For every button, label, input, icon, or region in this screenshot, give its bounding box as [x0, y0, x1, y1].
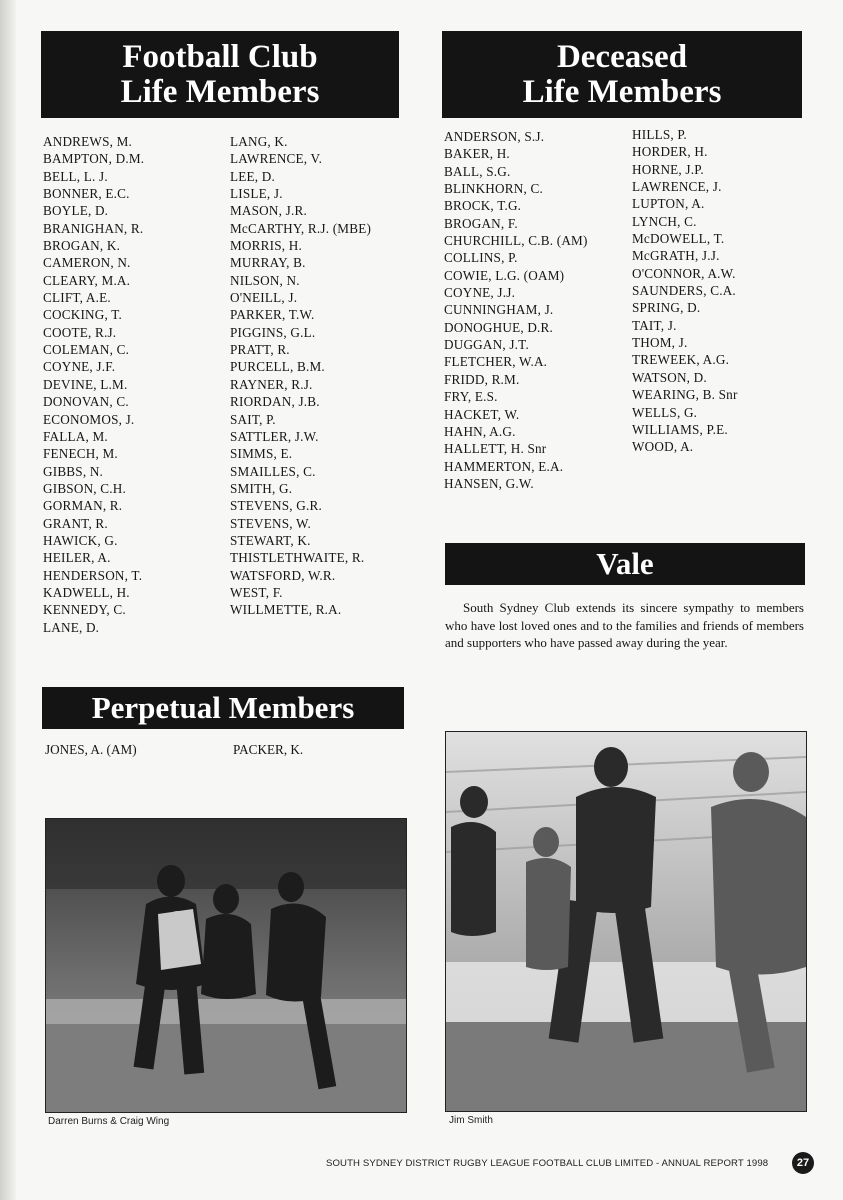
- member-name: FRIDD, R.M.: [444, 371, 520, 387]
- member-name: WELLS, G.: [632, 404, 698, 420]
- member-name: GIBBS, N.: [43, 463, 104, 479]
- member-name: HILLS, P.: [632, 127, 687, 142]
- member-name: COWIE, L.G. (OAM): [444, 267, 565, 283]
- member-name: DONOVAN, C.: [43, 394, 129, 410]
- member-name: LEE, D.: [230, 168, 275, 184]
- football-club-life-members-heading: [41, 31, 399, 118]
- heading-line-2: Life Members: [120, 73, 320, 110]
- vale-paragraph: South Sydney Club extends its sincere sympathy to members who have lost loved ones and to the families and friends of members and supporters who have passed away during the year.: [445, 600, 804, 651]
- member-name: WATSON, D.: [632, 369, 707, 385]
- member-name: HORDER, H.: [632, 144, 708, 160]
- member-name: BROGAN, F.: [444, 215, 518, 231]
- vale-title: Vale: [596, 545, 654, 581]
- member-name: RAYNER, R.J.: [230, 376, 313, 392]
- member-name: LAWRENCE, V.: [230, 151, 323, 167]
- member-name: LAWRENCE, J.: [632, 179, 722, 195]
- match-photo-left: [45, 818, 407, 1113]
- page-number-badge: 27: [792, 1152, 814, 1174]
- member-name: MASON, J.R.: [230, 203, 307, 219]
- member-name: McCARTHY, R.J. (MBE): [230, 220, 372, 236]
- football-club-members-column-1: [43, 133, 144, 636]
- member-name: TREWEEK, A.G.: [632, 352, 730, 368]
- member-name: HEILER, A.: [43, 550, 111, 566]
- match-photo-right: [445, 731, 807, 1112]
- member-name: BONNER, E.C.: [43, 186, 130, 202]
- perpetual-members-heading: [42, 687, 404, 729]
- member-name: ECONOMOS, J.: [43, 411, 135, 427]
- member-name: BOYLE, D.: [43, 203, 109, 219]
- member-name: STEVENS, G.R.: [230, 498, 322, 514]
- member-name: BAMPTON, D.M.: [43, 151, 145, 167]
- member-name: THOM, J.: [632, 335, 688, 351]
- member-name: PIGGINS, G.L.: [230, 324, 316, 340]
- member-name: KADWELL, H.: [43, 584, 130, 600]
- member-name: FALLA, M.: [43, 428, 108, 444]
- member-name: COYNE, J.F.: [43, 359, 116, 375]
- member-name: MURRAY, B.: [230, 255, 306, 271]
- member-name: LYNCH, C.: [632, 213, 697, 229]
- member-name: GORMAN, R.: [43, 498, 123, 514]
- member-name: LUPTON, A.: [632, 196, 705, 212]
- heading-line-2: Life Members: [522, 73, 722, 110]
- member-name: BRANIGHAN, R.: [43, 220, 144, 236]
- member-name: BALL, S.G.: [444, 163, 511, 179]
- member-name: McDOWELL, T.: [632, 231, 725, 247]
- page-footer: SOUTH SYDNEY DISTRICT RUGBY LEAGUE FOOTBALL CLUB LIMITED - ANNUAL REPORT 1998: [326, 1158, 769, 1169]
- perpetual-member-name: PACKER, K.: [233, 742, 304, 757]
- member-name: WILLMETTE, R.A.: [230, 602, 342, 618]
- member-name: THISTLETHWAITE, R.: [230, 550, 365, 566]
- member-name: KENNEDY, C.: [43, 602, 126, 618]
- member-name: PRATT, R.: [230, 342, 290, 358]
- member-name: BELL, L. J.: [43, 168, 108, 184]
- member-name: SATTLER, J.W.: [230, 428, 319, 444]
- binding-gutter: [0, 0, 16, 1200]
- member-name: COLLINS, P.: [444, 250, 518, 266]
- member-name: DEVINE, L.M.: [43, 376, 128, 392]
- member-name: LISLE, J.: [230, 186, 283, 202]
- deceased-members-column-1: [444, 128, 588, 492]
- member-name: BLINKHORN, C.: [444, 181, 543, 197]
- member-name: WEARING, B. Snr: [632, 387, 738, 403]
- member-name: WOOD, A.: [632, 439, 694, 455]
- member-name: HAWICK, G.: [43, 532, 118, 548]
- member-name: CLIFT, A.E.: [43, 290, 111, 306]
- member-name: COYNE, J.J.: [444, 285, 516, 301]
- member-name: WATSFORD, W.R.: [230, 567, 336, 583]
- member-name: MORRIS, H.: [230, 238, 302, 254]
- member-name: DONOGHUE, D.R.: [444, 319, 554, 335]
- member-name: SMAILLES, C.: [230, 463, 316, 479]
- member-name: NILSON, N.: [230, 272, 300, 288]
- member-name: WILLIAMS, P.E.: [632, 421, 728, 437]
- football-club-members-column-2: [230, 133, 371, 619]
- member-name: RIORDAN, J.B.: [230, 394, 320, 410]
- member-name: HORNE, J.P.: [632, 161, 704, 177]
- member-name: WEST, F.: [230, 584, 283, 600]
- deceased-members-column-2: [632, 126, 738, 456]
- member-name: CHURCHILL, C.B. (AM): [444, 233, 588, 249]
- photo-caption-left: Darren Burns & Craig Wing: [48, 1116, 170, 1127]
- member-name: PARKER, T.W.: [230, 307, 315, 323]
- member-name: FRY, E.S.: [444, 389, 498, 405]
- member-name: SMITH, G.: [230, 480, 293, 496]
- member-name: BROCK, T.G.: [444, 198, 522, 214]
- member-name: SAIT, P.: [230, 411, 276, 427]
- member-name: ANDREWS, M.: [43, 134, 133, 149]
- member-name: ANDERSON, S.J.: [444, 129, 545, 144]
- member-name: HALLETT, H. Snr: [444, 441, 547, 457]
- member-name: CAMERON, N.: [43, 255, 131, 271]
- member-name: GRANT, R.: [43, 515, 108, 531]
- member-name: SAUNDERS, C.A.: [632, 283, 736, 299]
- vale-heading: [445, 543, 805, 585]
- member-name: COCKING, T.: [43, 307, 123, 323]
- perpetual-member-name: JONES, A. (AM): [45, 742, 137, 757]
- member-name: HAMMERTON, E.A.: [444, 458, 564, 474]
- perpetual-title: Perpetual Members: [91, 689, 355, 725]
- member-name: DUGGAN, J.T.: [444, 337, 529, 353]
- member-name: BAKER, H.: [444, 146, 510, 162]
- member-name: PURCELL, B.M.: [230, 359, 325, 375]
- member-name: BROGAN, K.: [43, 238, 121, 254]
- heading-line-1: Football Club: [122, 38, 318, 75]
- member-name: SIMMS, E.: [230, 446, 293, 462]
- member-name: HAHN, A.G.: [444, 423, 516, 439]
- member-name: STEWART, K.: [230, 532, 311, 548]
- member-name: COOTE, R.J.: [43, 324, 117, 340]
- heading-line-1: Deceased: [556, 38, 688, 75]
- member-name: O'CONNOR, A.W.: [632, 265, 736, 281]
- member-name: TAIT, J.: [632, 317, 677, 333]
- member-name: HENDERSON, T.: [43, 567, 143, 583]
- member-name: McGRATH, J.J.: [632, 248, 720, 264]
- member-name: LANE, D.: [43, 619, 100, 635]
- member-name: GIBSON, C.H.: [43, 480, 126, 496]
- member-name: LANG, K.: [230, 134, 288, 149]
- photo-caption-right: Jim Smith: [449, 1115, 493, 1126]
- member-name: O'NEILL, J.: [230, 290, 298, 306]
- member-name: HACKET, W.: [444, 406, 520, 422]
- member-name: CUNNINGHAM, J.: [444, 302, 554, 318]
- member-name: FLETCHER, W.A.: [444, 354, 548, 370]
- member-name: CLEARY, M.A.: [43, 272, 131, 288]
- member-name: FENECH, M.: [43, 446, 118, 462]
- member-name: COLEMAN, C.: [43, 342, 130, 358]
- member-name: SPRING, D.: [632, 300, 701, 316]
- member-name: STEVENS, W.: [230, 515, 311, 531]
- member-name: HANSEN, G.W.: [444, 475, 534, 491]
- deceased-life-members-heading: [442, 31, 802, 118]
